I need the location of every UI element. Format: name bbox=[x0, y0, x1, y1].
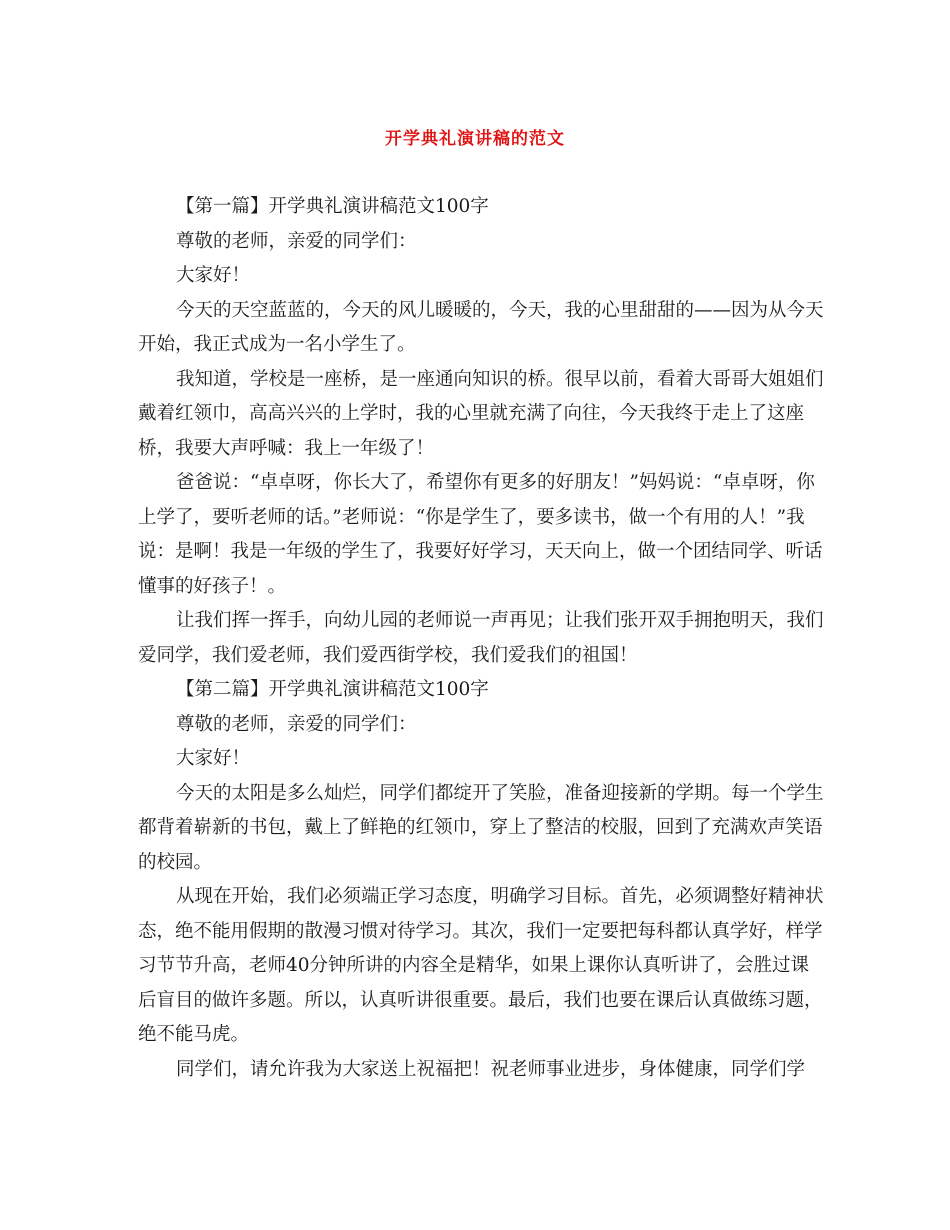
document-body bbox=[138, 190, 824, 1087]
greeting: 大家好！ bbox=[176, 265, 251, 286]
paragraph: 我知道，学校是一座桥，是一座通向知识的桥。很早以前，看着大哥哥大姐姐们戴着红领巾，高高兴兴的上学时，我的心里就充满了向往，今天我终于走上了这座桥，我要大声呼喊：我上一年级了！ bbox=[138, 368, 824, 459]
salutation: 尊敬的老师，亲爱的同学们： bbox=[176, 713, 417, 735]
greeting: 大家好！ bbox=[176, 748, 251, 769]
paragraph: 今天的天空蓝蓝的，今天的风儿暖暖的，今天，我的心里甜甜的——因为从今天开始，我正式成为一名小学生了。 bbox=[138, 299, 824, 355]
paragraph: 从现在开始，我们必须端正学习态度，明确学习目标。首先，必须调整好精神状态，绝不能用假期的散漫习惯对待学习。其次，我们一定要把每科都认真学好，样学习节节升高，老师40分钟所讲的内容全是精华，如果上课你认真听讲了，会胜过课后盲目的做许多题。所以，认真听讲很重要。最后，我们也要在课后认真做练习题，绝不能马虎。 bbox=[138, 886, 824, 1045]
paragraph: 同学们，请允许我为大家送上祝福把！祝老师事业进步，身体健康，同学们学 bbox=[176, 1058, 806, 1080]
section-heading-2: 【第二篇】开学典礼演讲稿范文100字 bbox=[176, 679, 489, 700]
paragraph: 今天的太阳是多么灿烂，同学们都绽开了笑脸，准备迎接新的学期。每一个学生都背着崭新的书包，戴上了鲜艳的红领巾，穿上了整洁的校服，回到了充满欢声笑语的校园。 bbox=[138, 782, 824, 873]
salutation: 尊敬的老师，亲爱的同学们： bbox=[176, 230, 417, 252]
paragraph: 让我们挥一挥手，向幼儿园的老师说一声再见；让我们张开双手拥抱明天，我们爱同学，我们爱老师，我们爱西街学校，我们爱我们的祖国！ bbox=[138, 610, 824, 666]
section-heading-1: 【第一篇】开学典礼演讲稿范文100字 bbox=[176, 196, 489, 217]
document-title: 开学典礼演讲稿的范文 bbox=[385, 129, 565, 149]
paragraph: 爸爸说：“卓卓呀，你长大了，希望你有更多的好朋友！”妈妈说：“卓卓呀，你上学了，要听老师的话。”老师说：“你是学生了，要多读书，做一个有用的人！”我说：是啊！我是一年级的学生了，我要好好学习，天天向上，做一个团结同学、听话懂事的好孩子！。 bbox=[138, 472, 823, 597]
